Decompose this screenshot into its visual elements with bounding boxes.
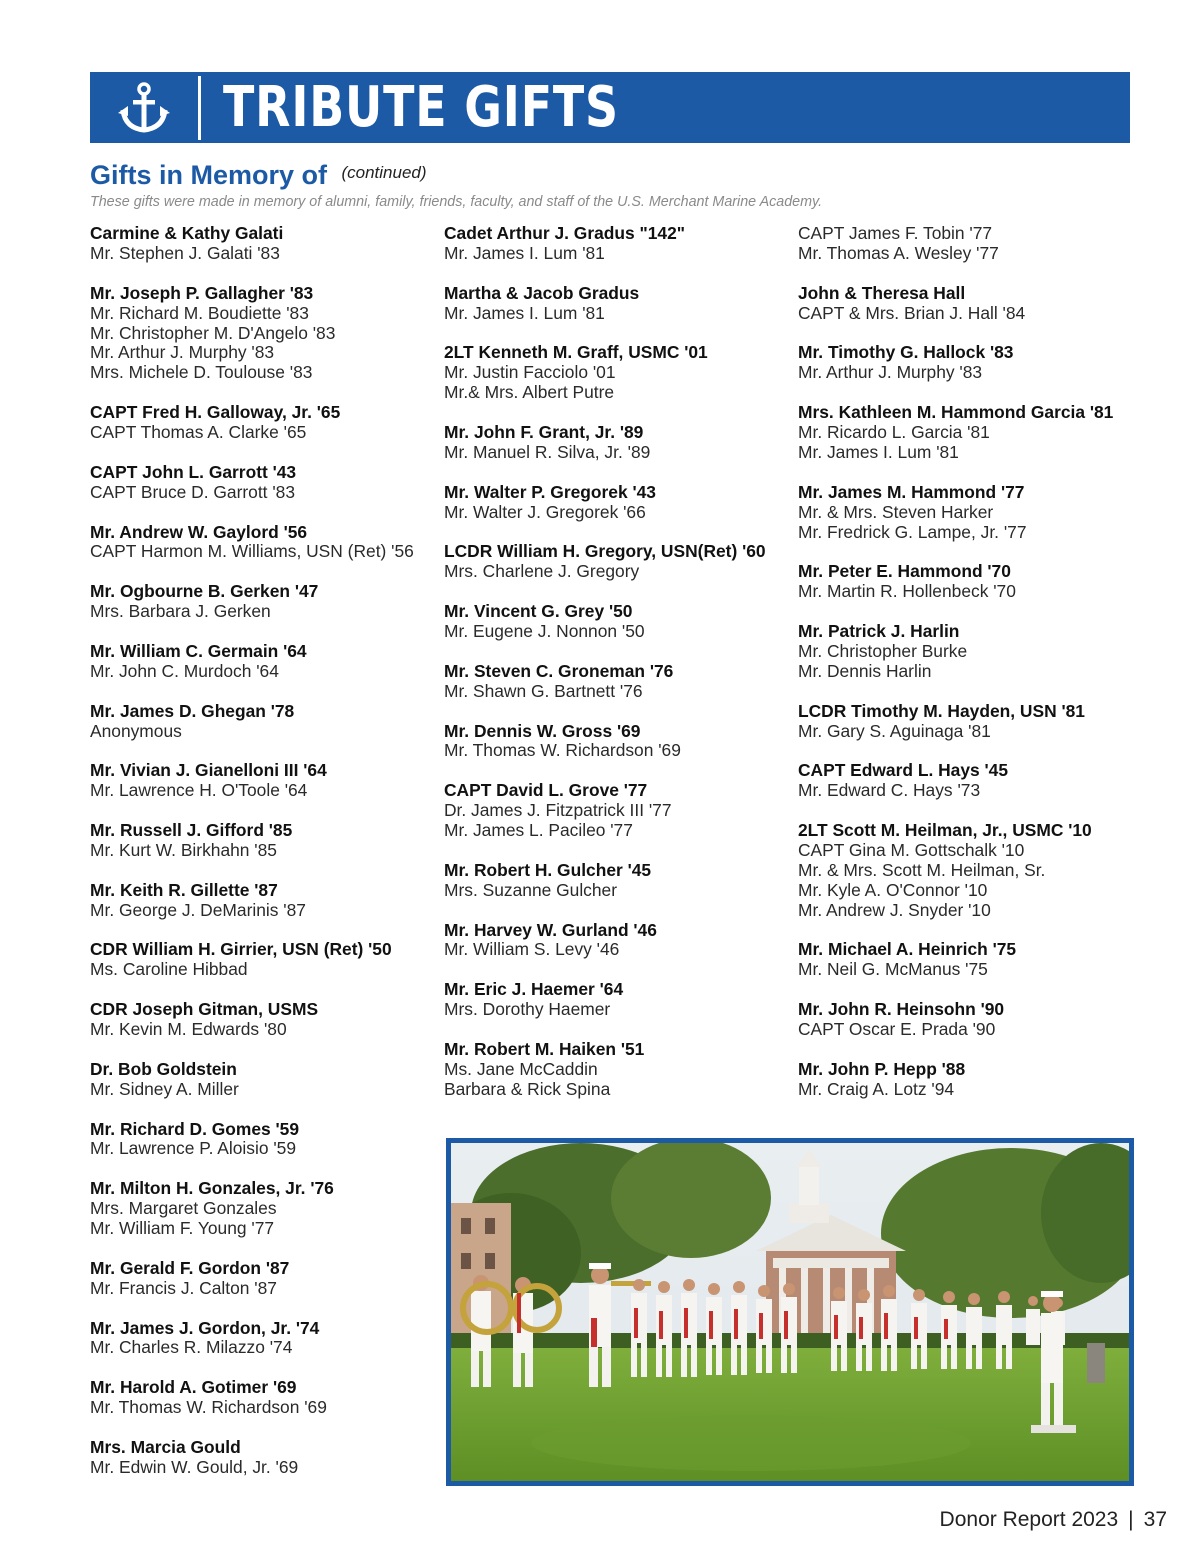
donor-name: Mrs. Charlene J. Gregory	[444, 561, 640, 582]
donor-name: Mr. James I. Lum '81	[798, 441, 959, 462]
donor-name: Mr. Lawrence P. Aloisio '59	[90, 1138, 297, 1159]
donor-name: CAPT Thomas A. Clarke '65	[90, 422, 307, 443]
tribute-entry	[90, 582, 440, 622]
tribute-entry	[798, 1060, 1148, 1100]
honoree-name: Mr. Richard D. Gomes '59	[90, 1118, 300, 1139]
honoree-name: Mr. John P. Hepp '88	[798, 1058, 966, 1079]
honoree-name: Mr. Vincent G. Grey '50	[444, 601, 633, 622]
honoree-name: 2LT Scott M. Heilman, Jr., USMC '10	[798, 820, 1092, 841]
tribute-entry	[90, 881, 440, 921]
honoree-name: Mr. John R. Heinsohn '90	[798, 999, 1005, 1020]
tribute-entry	[90, 1319, 440, 1359]
honoree-name: Carmine & Kathy Galati	[90, 223, 284, 243]
donor-name: Barbara & Rick Spina	[444, 1078, 611, 1099]
section-title: Gifts in Memory of	[90, 160, 328, 190]
honoree-name: Mrs. Marcia Gould	[90, 1436, 241, 1457]
honoree-name: Mr. Keith R. Gillette '87	[90, 879, 278, 900]
tribute-entry	[444, 343, 794, 403]
tribute-entry	[798, 343, 1148, 383]
honoree-name: Mr. Eric J. Haemer '64	[444, 979, 624, 1000]
tribute-entry	[90, 1438, 440, 1478]
honoree-name: Mr. Gerald F. Gordon '87	[90, 1257, 290, 1278]
donor-name: Mr. & Mrs. Scott M. Heilman, Sr.	[798, 859, 1046, 880]
honoree-name: Mr. Joseph P. Gallagher '83	[90, 282, 314, 303]
honoree-name: Mr. Dennis W. Gross '69	[444, 720, 641, 741]
donor-name: Mrs. Suzanne Gulcher	[444, 879, 618, 900]
donor-name: Mr. William S. Levy '46	[444, 939, 620, 960]
donor-name: CAPT & Mrs. Brian J. Hall '84	[798, 302, 1026, 323]
honoree-name: Mr. Michael A. Heinrich '75	[798, 939, 1017, 960]
honoree-name: Mr. Harvey W. Gurland '46	[444, 919, 657, 940]
tribute-entry	[90, 403, 440, 443]
donor-name: Mr. Sidney A. Miller	[90, 1078, 239, 1099]
donor-name: Mr. Lawrence H. O'Toole '64	[90, 780, 308, 801]
tribute-entry	[444, 542, 794, 582]
donor-name: Mr. Thomas W. Richardson '69	[90, 1397, 327, 1418]
tribute-entry	[90, 1259, 440, 1299]
honoree-name: CAPT Edward L. Hays '45	[798, 760, 1008, 781]
section-intro: These gifts were made in memory of alumni, family, friends, faculty, and staff of the U.S. Merchant Marine Academy.	[90, 194, 823, 210]
honoree-name: Mr. Patrick J. Harlin	[798, 621, 960, 642]
donor-name: Mr. Ricardo L. Garcia '81	[798, 422, 990, 443]
tribute-entry	[798, 761, 1148, 801]
donor-name: Mr. Charles R. Milazzo '74	[90, 1337, 293, 1358]
donor-name: Mr. Stephen J. Galati '83	[90, 242, 280, 263]
honoree-name: LCDR William H. Gregory, USN(Ret) '60	[444, 541, 766, 562]
tribute-entry	[90, 702, 440, 742]
donor-name: Mr. Thomas W. Richardson '69	[444, 740, 681, 761]
honoree-name: Mr. James J. Gordon, Jr. '74	[90, 1317, 320, 1338]
donor-name: Mr. George J. DeMarinis '87	[90, 899, 306, 920]
honoree-name: Mr. William C. Germain '64	[90, 640, 307, 661]
tribute-entry	[444, 224, 794, 264]
tribute-entry	[798, 622, 1148, 682]
donor-name: Mr. James I. Lum '81	[444, 302, 605, 323]
donor-name: Mr. Kyle A. O'Connor '10	[798, 879, 988, 900]
tribute-entry	[444, 980, 794, 1020]
page-footer	[940, 1508, 1167, 1532]
donor-name: Mr. Neil G. McManus '75	[798, 959, 988, 980]
tribute-column-1	[90, 224, 440, 1498]
tribute-entry	[90, 224, 440, 264]
tribute-entry	[90, 463, 440, 503]
tribute-entry	[90, 642, 440, 682]
tribute-entry	[90, 1000, 440, 1040]
tribute-entry	[798, 562, 1148, 602]
donor-name: Mr. Thomas A. Wesley '77	[798, 242, 999, 263]
donor-name: CAPT James F. Tobin '77	[798, 223, 993, 243]
tribute-entry	[798, 403, 1148, 463]
honoree-name: Mr. Robert M. Haiken '51	[444, 1038, 645, 1059]
page-title: TRIBUTE GIFTS	[223, 75, 619, 140]
tribute-entry	[90, 761, 440, 801]
banner-divider	[198, 76, 201, 140]
honoree-name: CAPT Fred H. Galloway, Jr. '65	[90, 402, 341, 423]
donor-name: Ms. Caroline Hibbad	[90, 959, 248, 980]
honoree-name: Mr. Robert H. Gulcher '45	[444, 859, 652, 880]
honoree-name: CDR Joseph Gitman, USMS	[90, 999, 319, 1020]
donor-name: Mrs. Margaret Gonzales	[90, 1198, 277, 1219]
tribute-entry	[798, 1000, 1148, 1040]
donor-name: Mr. Christopher Burke	[798, 640, 968, 661]
tribute-entry	[798, 702, 1148, 742]
donor-name: CAPT Harmon M. Williams, USN (Ret) '56	[90, 541, 414, 562]
header-banner	[90, 72, 1130, 143]
donor-name: Mr. Andrew J. Snyder '10	[798, 899, 991, 920]
donor-name: Mr. Shawn G. Bartnett '76	[444, 680, 643, 701]
donor-name: Mr. Eugene J. Nonnon '50	[444, 621, 645, 642]
honoree-name: Mr. Peter E. Hammond '70	[798, 561, 1011, 582]
tribute-entry	[90, 523, 440, 563]
honoree-name: Dr. Bob Goldstein	[90, 1058, 237, 1079]
donor-name: Mr. Richard M. Boudiette '83	[90, 302, 309, 323]
donor-name: Mr. Manuel R. Silva, Jr. '89	[444, 441, 651, 462]
tribute-entry	[90, 284, 440, 384]
donor-name: Ms. Jane McCaddin	[444, 1058, 598, 1079]
tribute-entry	[444, 602, 794, 642]
donor-name: Mr. Edwin W. Gould, Jr. '69	[90, 1456, 299, 1477]
honoree-name: Mr. James D. Ghegan '78	[90, 700, 295, 721]
honoree-name: Mr. John F. Grant, Jr. '89	[444, 422, 644, 443]
tribute-entry	[444, 662, 794, 702]
tribute-entry	[444, 722, 794, 762]
tribute-entry	[90, 1179, 440, 1239]
donor-name: Mr.& Mrs. Albert Putre	[444, 382, 615, 403]
donor-name: Mr. Edward C. Hays '73	[798, 780, 981, 801]
page-number: 37	[1143, 1508, 1167, 1531]
donor-name: Mr. Craig A. Lotz '94	[798, 1078, 955, 1099]
tribute-entry	[444, 483, 794, 523]
donor-name: Mr. Kevin M. Edwards '80	[90, 1019, 287, 1040]
donor-name: Dr. James J. Fitzpatrick III '77	[444, 800, 672, 821]
honoree-name: Mr. James M. Hammond '77	[798, 481, 1025, 502]
honoree-name: Mr. Russell J. Gifford '85	[90, 820, 293, 841]
donor-name: CAPT Gina M. Gottschalk '10	[798, 839, 1025, 860]
tribute-entry	[90, 821, 440, 861]
footer-report-title: Donor Report 2023	[939, 1508, 1119, 1531]
donor-name: Mr. John C. Murdoch '64	[90, 660, 279, 681]
donor-name: Mr. Francis J. Calton '87	[90, 1277, 277, 1298]
honoree-name: Mr. Ogbourne B. Gerken '47	[90, 581, 319, 602]
tribute-entry	[444, 921, 794, 961]
donor-name: Mr. Justin Facciolo '01	[444, 362, 616, 383]
tribute-entry	[444, 1040, 794, 1100]
donor-name: Mr. James I. Lum '81	[444, 242, 605, 263]
honoree-name: CAPT David L. Grove '77	[444, 780, 648, 801]
honoree-name: Mr. Milton H. Gonzales, Jr. '76	[90, 1178, 334, 1199]
donor-name: Mrs. Barbara J. Gerken	[90, 601, 271, 622]
donor-name: CAPT Bruce D. Garrott '83	[90, 481, 295, 502]
tribute-entry	[90, 1378, 440, 1418]
tribute-column-2	[444, 224, 794, 1120]
donor-name: CAPT Oscar E. Prada '90	[798, 1019, 996, 1040]
band-photo	[446, 1138, 1134, 1486]
honoree-name: Mr. Timothy G. Hallock '83	[798, 342, 1014, 363]
donor-name: Mr. Christopher M. D'Angelo '83	[90, 322, 336, 343]
donor-name: Mr. Dennis Harlin	[798, 660, 932, 681]
tribute-column-3	[798, 224, 1148, 1120]
donor-name: Anonymous	[90, 720, 182, 741]
tribute-entry	[798, 483, 1148, 543]
tribute-entry	[444, 423, 794, 463]
tribute-entry	[90, 1120, 440, 1160]
honoree-name: Martha & Jacob Gradus	[444, 282, 640, 303]
honoree-name: Mr. Vivian J. Gianelloni III '64	[90, 760, 327, 781]
honoree-name: 2LT Kenneth M. Graff, USMC '01	[444, 342, 708, 363]
tribute-entry	[798, 284, 1148, 324]
donor-name: Mr. Gary S. Aguinaga '81	[798, 720, 991, 741]
tribute-entry	[798, 821, 1148, 921]
anchor-icon	[90, 72, 198, 143]
tribute-entry	[444, 861, 794, 901]
tribute-entry	[798, 940, 1148, 980]
honoree-name: LCDR Timothy M. Hayden, USN '81	[798, 700, 1085, 721]
honoree-name: Mr. Steven C. Groneman '76	[444, 660, 674, 681]
donor-name: Mr. James L. Pacileo '77	[444, 820, 633, 841]
honoree-name: Mr. Harold A. Gotimer '69	[90, 1377, 297, 1398]
honoree-name: Mrs. Kathleen M. Hammond Garcia '81	[798, 402, 1114, 423]
tribute-entry	[444, 781, 794, 841]
donor-name: Mr. Kurt W. Birkhahn '85	[90, 839, 277, 860]
honoree-name: CAPT John L. Garrott '43	[90, 461, 297, 482]
donor-name: Mr. Martin R. Hollenbeck '70	[798, 581, 1016, 602]
tribute-entry	[90, 940, 440, 980]
donor-name: Mr. Fredrick G. Lampe, Jr. '77	[798, 521, 1027, 542]
donor-name: Mrs. Michele D. Toulouse '83	[90, 362, 313, 383]
donor-name: Mr. & Mrs. Steven Harker	[798, 501, 994, 522]
tribute-entry	[444, 284, 794, 324]
donor-name: Mr. Walter J. Gregorek '66	[444, 501, 646, 522]
donor-name: Mrs. Dorothy Haemer	[444, 999, 611, 1020]
section-heading	[90, 160, 427, 191]
footer-separator: |	[1128, 1508, 1134, 1531]
donor-name: Mr. Arthur J. Murphy '83	[798, 362, 983, 383]
tribute-entry	[90, 1060, 440, 1100]
honoree-name: John & Theresa Hall	[798, 282, 966, 303]
donor-name: Mr. William F. Young '77	[90, 1218, 275, 1239]
honoree-name: CDR William H. Girrier, USN (Ret) '50	[90, 939, 392, 960]
section-continued-label: (continued)	[341, 163, 427, 182]
honoree-name: Mr. Andrew W. Gaylord '56	[90, 521, 308, 542]
tribute-entry	[798, 224, 1148, 264]
donor-name: Mr. Arthur J. Murphy '83	[90, 342, 275, 363]
honoree-name: Cadet Arthur J. Gradus "142"	[444, 223, 686, 243]
honoree-name: Mr. Walter P. Gregorek '43	[444, 481, 656, 502]
